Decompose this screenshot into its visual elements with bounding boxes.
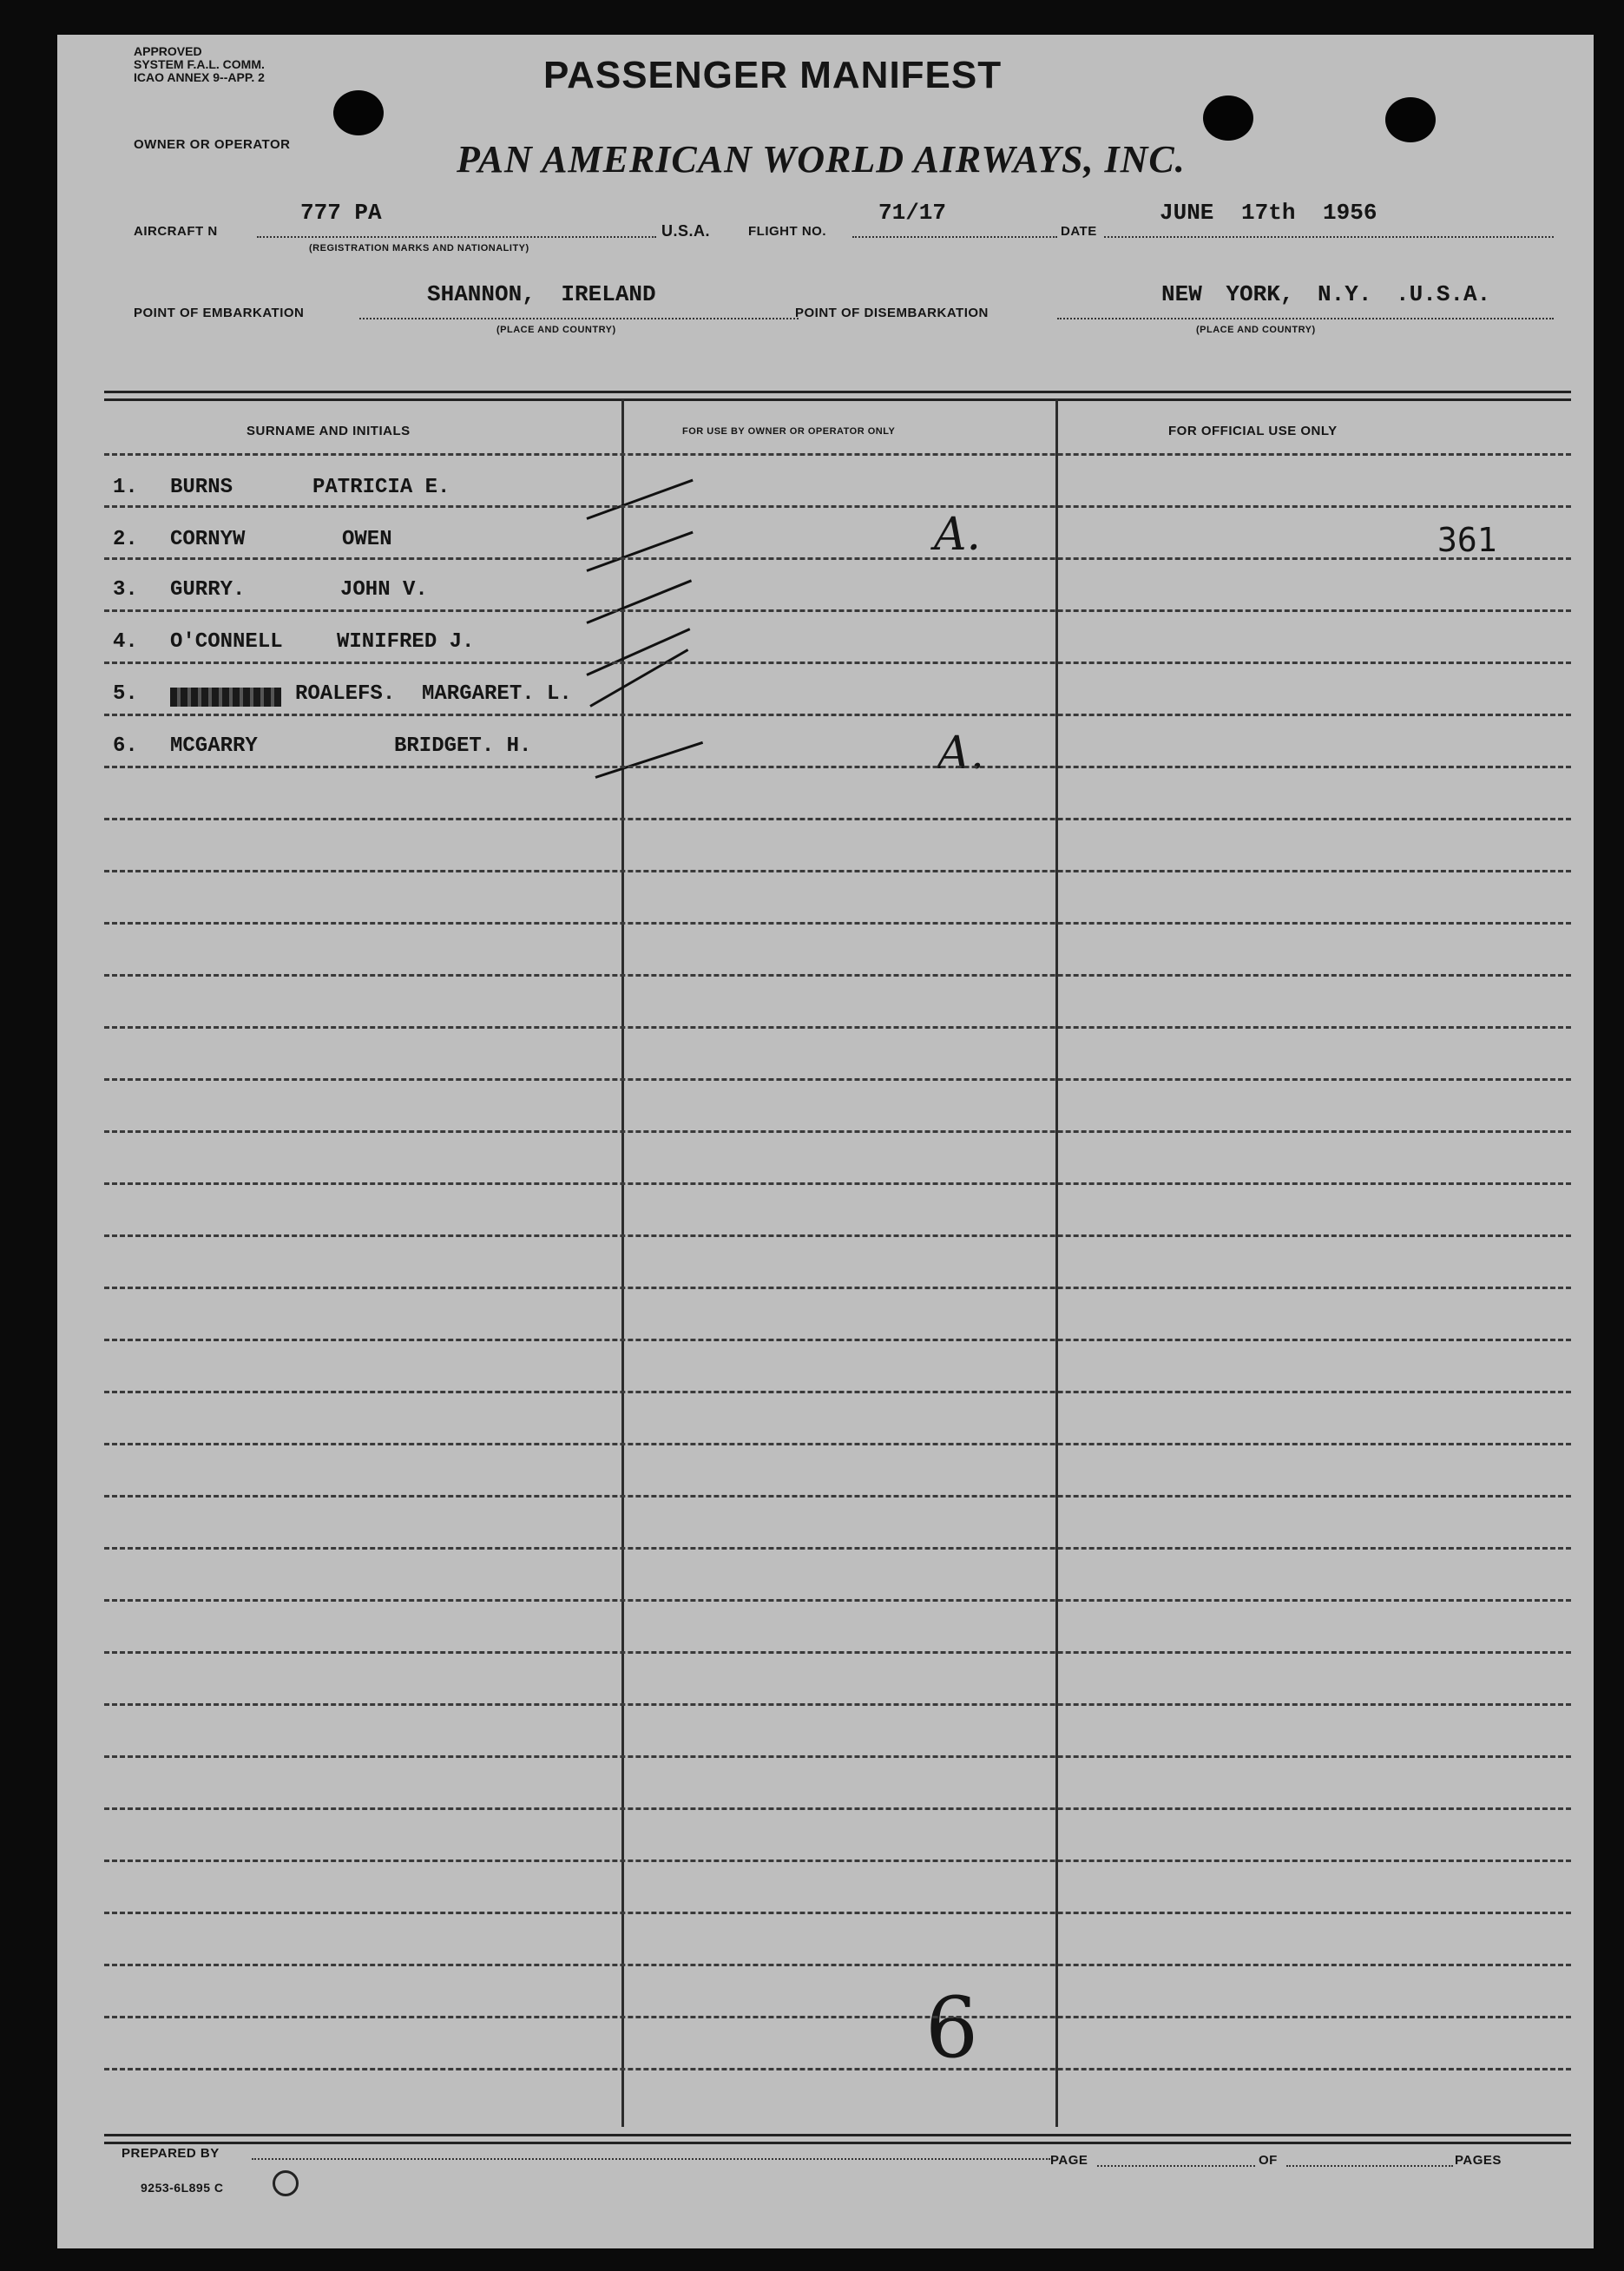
column-header-surname: SURNAME AND INITIALS [247, 424, 411, 438]
punch-hole-right [1385, 97, 1436, 142]
page-underline [1097, 2165, 1255, 2167]
disembarkation-value: NEW YORK, N.Y. .U.S.A. [1161, 281, 1491, 307]
row-rule [104, 557, 1571, 560]
passenger-4-given: WINIFRED J. [337, 630, 475, 654]
passenger-2-given: OWEN [342, 528, 392, 551]
aircraft-label: AIRCRAFT N [134, 224, 218, 239]
total-count-handwritten: 6 [925, 1979, 979, 2077]
passenger-2-number: 2. [113, 528, 138, 551]
passenger-6-operator-mark: A. [937, 727, 985, 780]
passenger-4-surname: O'CONNELL [170, 630, 283, 654]
row-rule [104, 1703, 1571, 1706]
column-divider-2 [1055, 399, 1058, 2127]
row-rule [104, 1495, 1571, 1498]
row-rule [104, 1547, 1571, 1550]
row-rule [104, 1860, 1571, 1862]
union-label-icon [273, 2170, 299, 2196]
row-rule [104, 1339, 1571, 1341]
usa-label: U.S.A. [661, 222, 711, 240]
date-label: DATE [1061, 224, 1097, 239]
manifest-page [57, 35, 1594, 2248]
embarkation-label: POINT OF EMBARKATION [134, 306, 305, 320]
passenger-6-number: 6. [113, 734, 138, 758]
row-rule [104, 766, 1571, 768]
approval-line: APPROVED [134, 44, 202, 58]
approval-block [134, 45, 265, 84]
of-label: OF [1259, 2153, 1278, 2168]
pages-label: PAGES [1455, 2153, 1502, 2168]
form-number: 9253-6L895 C [141, 2181, 224, 2195]
aircraft-underline [257, 236, 656, 238]
punch-hole-left [333, 90, 384, 135]
row-rule [104, 1391, 1571, 1393]
row-rule [104, 505, 1571, 508]
row-rule [104, 1234, 1571, 1237]
strikeout-block [170, 688, 281, 707]
date-value: JUNE 17th 1956 [1160, 200, 1377, 226]
embarkation-caption: (PLACE AND COUNTRY) [496, 325, 616, 335]
table-bottom-rule [104, 2134, 1571, 2144]
row-rule [104, 662, 1571, 664]
passenger-1-given: PATRICIA E. [312, 476, 450, 499]
passenger-5-surname: ROALEFS. [295, 682, 396, 706]
row-rule [104, 2016, 1571, 2018]
row-rule [104, 1599, 1571, 1602]
row-rule [104, 714, 1571, 716]
of-underline [1286, 2165, 1453, 2167]
passenger-2-official-note: 361 [1437, 521, 1497, 559]
passenger-2-operator-mark: A. [934, 509, 982, 561]
prepared-by-underline [252, 2158, 1050, 2160]
embarkation-value: SHANNON, IRELAND [427, 281, 656, 307]
page-label: PAGE [1050, 2153, 1088, 2168]
row-rule [104, 453, 1571, 456]
flight-label: FLIGHT NO. [748, 224, 826, 239]
passenger-5-number: 5. [113, 682, 138, 706]
disembarkation-underline [1057, 318, 1554, 319]
check-mark [586, 531, 693, 572]
passenger-6-surname: MCGARRY [170, 734, 258, 758]
row-rule [104, 974, 1571, 977]
row-rule [104, 1807, 1571, 1810]
approval-line: SYSTEM F.A.L. COMM. [134, 57, 265, 71]
prepared-by-label: PREPARED BY [122, 2146, 220, 2161]
row-rule [104, 1912, 1571, 1914]
row-rule [104, 1755, 1571, 1758]
disembarkation-label: POINT OF DISEMBARKATION [795, 306, 989, 320]
passenger-1-number: 1. [113, 476, 138, 499]
row-rule [104, 1443, 1571, 1445]
flight-underline [852, 236, 1057, 238]
owner-label: OWNER OR OPERATOR [134, 137, 291, 152]
passenger-3-surname: GURRY. [170, 578, 246, 602]
passenger-4-number: 4. [113, 630, 138, 654]
row-rule [104, 1182, 1571, 1185]
row-rule [104, 1287, 1571, 1289]
check-mark [586, 479, 693, 520]
row-rule [104, 1964, 1571, 1966]
disembarkation-caption: (PLACE AND COUNTRY) [1196, 325, 1316, 335]
row-rule [104, 1130, 1571, 1133]
registration-caption: (REGISTRATION MARKS AND NATIONALITY) [309, 243, 529, 253]
owner-value: PAN AMERICAN WORLD AIRWAYS, INC. [457, 138, 1186, 181]
table-top-rule [104, 391, 1571, 401]
passenger-6-given: BRIDGET. H. [394, 734, 532, 758]
date-underline [1104, 236, 1554, 238]
passenger-3-number: 3. [113, 578, 138, 602]
passenger-5-given: MARGARET. L. [422, 682, 572, 706]
row-rule [104, 609, 1571, 612]
check-mark [586, 579, 692, 623]
check-mark [586, 628, 690, 676]
aircraft-value: 777 PA [300, 200, 382, 226]
row-rule [104, 2068, 1571, 2070]
flight-value: 71/17 [878, 200, 947, 226]
row-rule [104, 818, 1571, 820]
punch-hole-center [1203, 95, 1253, 141]
embarkation-underline [359, 318, 799, 319]
row-rule [104, 1078, 1571, 1081]
row-rule [104, 870, 1571, 872]
check-mark [595, 741, 704, 779]
passenger-2-surname: CORNYW [170, 528, 246, 551]
row-rule [104, 1026, 1571, 1029]
passenger-1-surname: BURNS [170, 476, 233, 499]
column-header-operator: FOR USE BY OWNER OR OPERATOR ONLY [682, 426, 896, 437]
page-title: PASSENGER MANIFEST [543, 54, 1003, 96]
passenger-3-given: JOHN V. [340, 578, 428, 602]
column-header-official: FOR OFFICIAL USE ONLY [1168, 424, 1338, 438]
approval-line: ICAO ANNEX 9--APP. 2 [134, 70, 265, 84]
row-rule [104, 1651, 1571, 1654]
row-rule [104, 922, 1571, 925]
check-mark [589, 648, 688, 708]
